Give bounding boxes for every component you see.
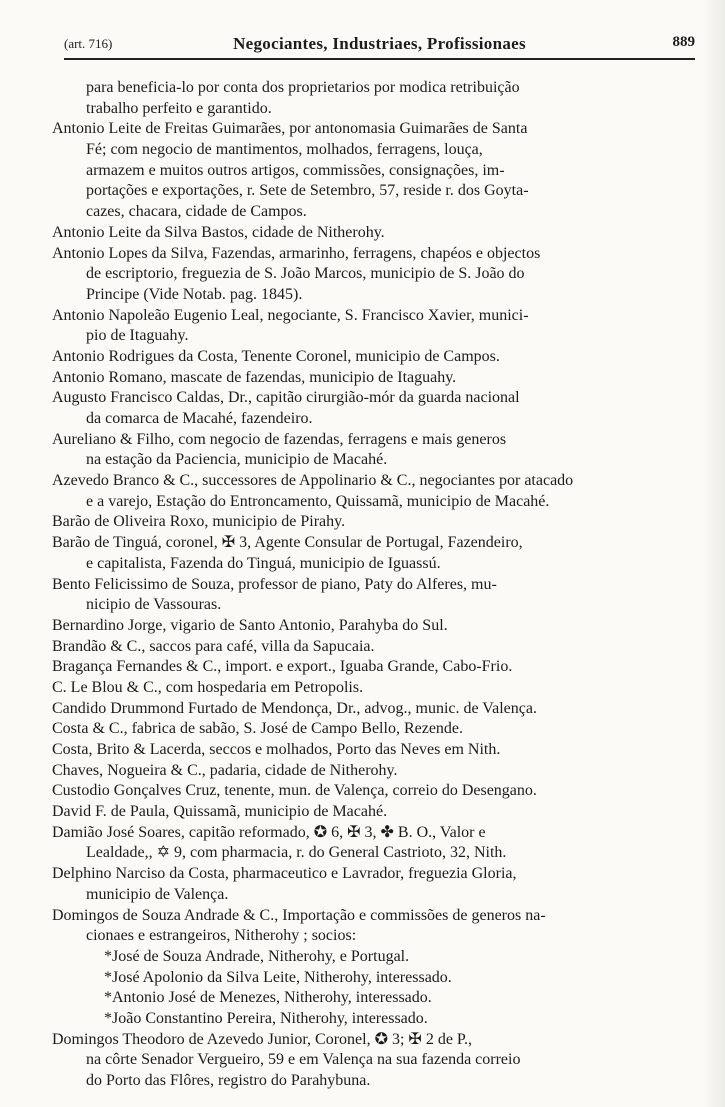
page-edge-shadow [703,0,725,1107]
entry-line: e capitalista, Fazenda do Tinguá, municipio de Iguassú. [86,554,441,572]
entry-line: *José de Souza Andrade, Nitherohy, e Portugal. [104,947,410,965]
running-title: Negociantes, Industriaes, Profissionaes [233,34,526,53]
entry-line: do Porto das Flôres, registro do Parahybuna. [86,1072,371,1089]
entry-line: para beneficia-lo por conta dos proprietarios por modica retribuição [86,79,520,96]
entry-line: na côrte Senador Vergueiro, 59 e em Valença na sua fazenda correio [86,1051,521,1069]
entry-line: Costa, Brito & Lacerda, seccos e molhados, Porto das Neves em Nith. [52,741,501,758]
entry-line: Chaves, Nogueira & C., padaria, cidade de Nitherohy. [52,761,398,779]
entry-line: Antonio Lopes da Silva, Fazendas, armarinho, ferragens, chapéos e objectos [52,244,541,262]
entry-line: municipio de Valença. [86,885,229,903]
entry-line: Delphino Narciso da Costa, pharmaceutico e Lavrador, freguezia Gloria, [52,865,517,883]
entry-line: Damião José Soares, capitão reformado, ✪ 6, ✠ 3, ✤ B. O., Valor e [52,823,486,841]
entry-line: na estação da Paciencia, municipio de Macahé. [86,451,388,469]
entry-line: Fé; com negocio de mantimentos, molhados, ferragens, louça, [86,141,483,159]
entry-line: Bragança Fernandes & C., import. e export., Iguaba Grande, Cabo-Frio. [52,658,513,676]
entry-line: *Antonio José de Menezes, Nitherohy, interessado. [104,989,432,1007]
entry-line: da comarca de Macahé, fazendeiro. [86,410,313,427]
entry-line: portações e exportações, r. Sete de Setembro, 57, reside r. dos Goyta- [86,182,529,200]
entry-line: e a varejo, Estação do Entroncamento, Quissamã, municipio de Macahé. [86,492,550,510]
entry-line: Domingos de Souza Andrade & C., Importação e commissões de generos na- [52,906,546,924]
entry-line: cazes, chacara, cidade de Campos. [86,203,307,221]
page-header [64,34,695,60]
entry-line: trabalho perfeito e garantido. [86,99,272,117]
entry-line: de escriptorio, freguezia de S. João Marcos, municipio de S. João do [86,265,525,283]
entry-line: Brandão & C., saccos para café, villa da Sapucaia. [52,637,375,655]
entry-line: Barão de Tinguá, coronel, ✠ 3, Agente Consular de Portugal, Fazendeiro, [52,534,523,552]
entry-line: Lealdade,, ✡ 9, com pharmacia, r. do General Castrioto, 32, Nith. [86,844,507,862]
entry-line: armazem e muitos outros artigos, commissões, consignações, im- [86,161,505,179]
entry-line: Bento Felicissimo de Souza, professor de piano, Paty do Alferes, mu- [52,575,497,593]
directory-entries [52,78,693,1092]
page-number: 889 [672,34,695,50]
entry-line: Antonio Leite de Freitas Guimarães, por antonomasia Guimarães de Santa [52,120,528,138]
entry-line: Aureliano & Filho, com negocio de fazendas, ferragens e mais generos [52,430,507,448]
entry-line: pio de Itaguahy. [86,327,189,345]
entry-line: Bernardino Jorge, vigario de Santo Antonio, Parahyba do Sul. [52,616,448,634]
entry-line: Principe (Vide Notab. pag. 1845). [86,285,303,303]
entry-line: Antonio Napoleão Eugenio Leal, negociante, S. Francisco Xavier, munici- [52,306,529,324]
entry-line: Costa & C., fabrica de sabão, S. José de Campo Bello, Rezende. [52,720,464,738]
entry-line: *João Constantino Pereira, Nitherohy, interessado. [104,1009,428,1027]
entry-line: Custodio Gonçalves Cruz, tenente, mun. de Valença, correio do Desengano. [52,782,537,800]
entry-line: Candido Drummond Furtado de Mendonça, Dr., advog., munic. de Valença. [52,699,537,717]
entry-line: *José Apolonio da Silva Leite, Nitherohy, interessado. [104,968,452,986]
entry-line: Antonio Leite da Silva Bastos, cidade de Nitherohy. [52,223,385,241]
entry-line: Domingos Theodoro de Azevedo Junior, Coronel, ✪ 3; ✠ 2 de P., [52,1030,473,1048]
entry-line: Barão de Oliveira Roxo, municipio de Pirahy. [52,513,346,531]
entry-line: nicipio de Vassouras. [86,596,222,614]
entry-line: Antonio Romano, mascate de fazendas, municipio de Itaguahy. [52,368,457,386]
entry-line: Azevedo Branco & C., successores de Appolinario & C., negociantes por atacado [52,472,574,490]
entry-line: David F. de Paula, Quissamã, municipio de Macahé. [52,803,388,821]
entry-line: Antonio Rodrigues da Costa, Tenente Coronel, municipio de Campos. [52,347,500,365]
entry-line: Augusto Francisco Caldas, Dr., capitão cirurgião-mór da guarda nacional [52,389,520,407]
article-ref: (art. 716) [64,36,113,51]
entry-line: C. Le Blou & C., com hospedaria em Petropolis. [52,678,364,696]
entry-line: cionaes e estrangeiros, Nitherohy ; socios: [86,927,357,945]
